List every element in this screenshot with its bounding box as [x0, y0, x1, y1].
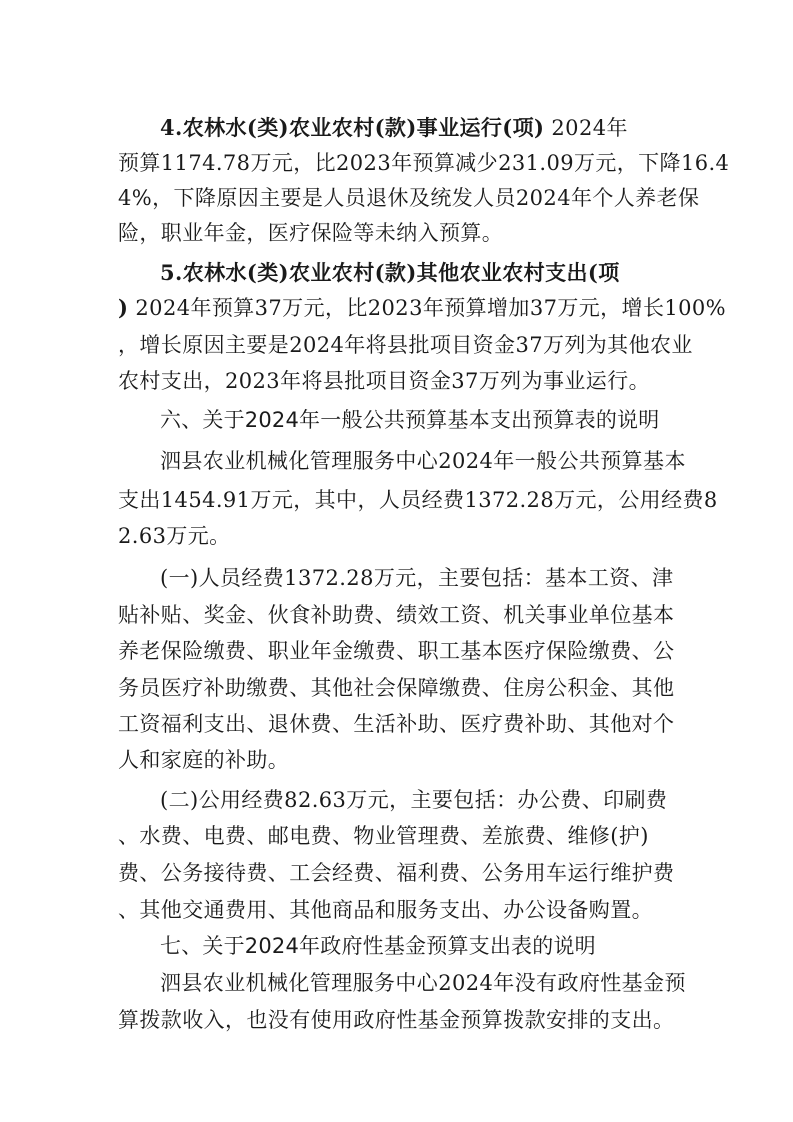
item-5-line-2 — [118, 295, 726, 321]
item-5-text: 2024年预算37万元，比2023年预算增加37万元，增长100% — [128, 296, 726, 320]
personnel-line-5: 工资福利支出、退休费、生活补助、医疗费补助、其他对个 — [118, 712, 675, 736]
item-4-line-2: 预算1174.78万元，比2023年预算减少231.09万元，下降16.4 — [118, 151, 730, 175]
item-4-line-4: 险，职业年金，医疗保险等未纳入预算。 — [118, 221, 504, 245]
section-7-line-1: 泗县农业机械化管理服务中心2024年没有政府性基金预 — [160, 971, 686, 995]
section-7-heading: 七、关于2024年政府性基金预算支出表的说明 — [160, 934, 596, 958]
personnel-line-3: 养老保险缴费、职业年金缴费、职工基本医疗保险缴费、公 — [118, 639, 675, 663]
personnel-line-4: 务员医疗补助缴费、其他社会保障缴费、住房公积金、其他 — [118, 676, 675, 700]
public-line-4: 、其他交通费用、其他商品和服务支出、办公设备购置。 — [118, 898, 653, 922]
section-6-line-2: 支出1454.91万元，其中，人员经费1372.28万元，公用经费8 — [118, 488, 718, 512]
section-6-line-3: 2.63万元。 — [118, 524, 231, 548]
item-4-line-3: 4%，下降原因主要是人员退休及统发人员2024年个人养老保 — [118, 186, 700, 210]
section-6-line-1: 泗县农业机械化管理服务中心2024年一般公共预算基本 — [160, 449, 686, 473]
public-line-1: (二)公用经费82.63万元，主要包括：办公费、印刷费 — [160, 788, 668, 812]
item-4-title: 4.农林水(类)农业农村(款)事业运行(项) — [160, 115, 545, 140]
item-5-line-4: 农村支出，2023年将县批项目资金37万列为事业运行。 — [118, 369, 650, 393]
item-4-line-1 — [160, 115, 680, 141]
section-7-line-2: 算拨款收入，也没有使用政府性基金预算拨款安排的支出。 — [118, 1008, 675, 1032]
public-line-2: 、水费、电费、邮电费、物业管理费、差旅费、维修(护) — [118, 824, 649, 848]
section-6-heading: 六、关于2024年一般公共预算基本支出预算表的说明 — [160, 408, 660, 432]
item-5-line-3: ，增长原因主要是2024年将县批项目资金37万列为其他农业 — [118, 333, 693, 357]
item-5-title-end: ) — [118, 295, 129, 320]
personnel-line-1: (一)人员经费1372.28万元，主要包括：基本工资、津 — [160, 566, 674, 590]
public-line-3: 费、公务接待费、工会经费、福利费、公务用车运行维护费 — [118, 861, 675, 885]
item-5-title: 5.农林水(类)农业农村(款)其他农业农村支出(项 — [160, 260, 620, 285]
personnel-line-6: 人和家庭的补助。 — [118, 748, 290, 772]
item-4-text: 2024年 — [544, 116, 628, 140]
personnel-line-2: 贴补贴、奖金、伙食补助费、绩效工资、机关事业单位基本 — [118, 603, 675, 627]
